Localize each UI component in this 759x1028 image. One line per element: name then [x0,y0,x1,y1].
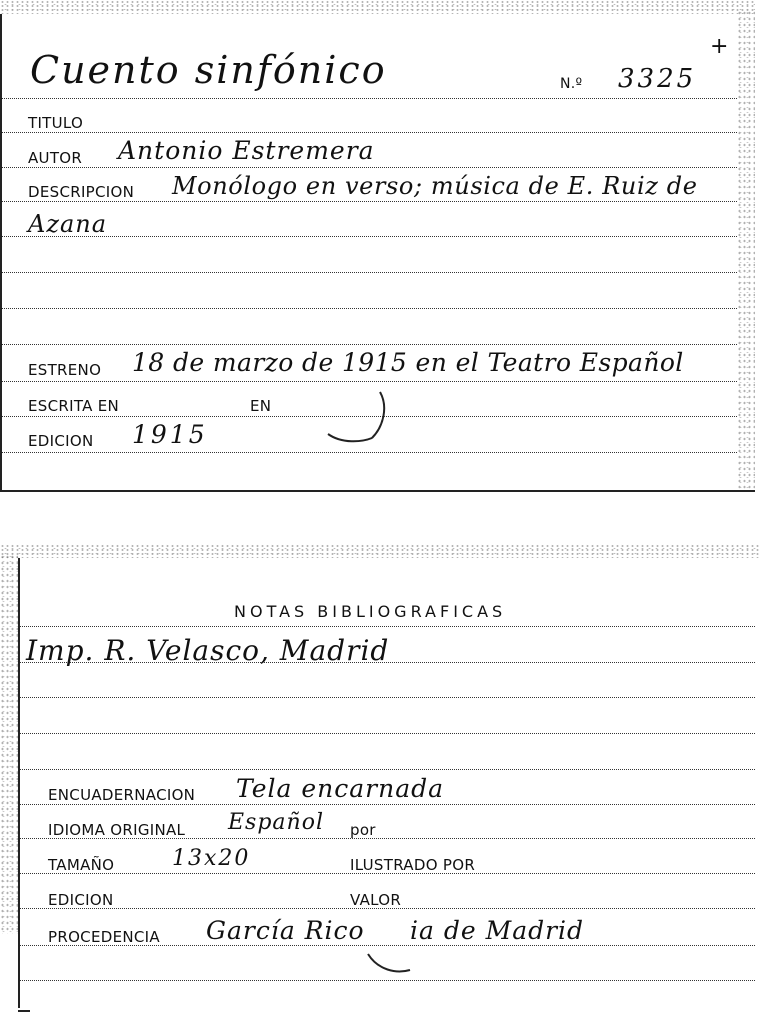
estreno-label: ESTRENO [28,361,102,379]
punch-hole-mark [322,386,388,444]
ilustrado-por-label: ILUSTRADO POR [350,856,476,874]
number-mark: + [710,34,729,59]
number-value: 3325 [618,64,697,94]
ruled-line [2,381,737,382]
autor-label: AUTOR [28,149,83,167]
en-label: EN [250,397,272,415]
title-handwritten: Cuento sinfónico [30,48,387,92]
ruled-line [2,98,737,99]
ruled-line [2,132,737,133]
edicion-label: EDICION [28,432,94,450]
ruled-line [2,344,737,345]
notas-bibliograficas-heading: NOTAS BIBLIOGRAFICAS [234,602,507,621]
ruled-line [2,272,737,273]
scan-edge-right [737,10,755,490]
ruled-line [2,452,737,453]
titulo-label: TITULO [28,114,84,132]
encuadernacion-label: ENCUADERNACION [48,786,196,804]
ruled-line [2,201,737,202]
descripcion-value-line1: Monólogo en verso; música de E. Ruiz de [172,172,698,200]
idioma-original-value: Español [228,810,324,835]
estreno-value: 18 de marzo de 1915 en el Teatro Español [132,348,684,377]
edicion-label: EDICION [48,891,114,909]
ruled-line [20,626,755,627]
escrita-en-label: ESCRITA EN [28,397,120,415]
encuadernacion-value: Tela encarnada [236,774,445,803]
procedencia-value-part2: ia de Madrid [410,916,585,945]
scan-edge-top [0,0,755,14]
ruled-line [20,980,755,981]
ruled-line [2,167,737,168]
card-border-bottom [0,490,755,492]
ruled-line [2,236,737,237]
por-label: por [350,821,376,839]
edicion-value: 1915 [132,420,208,449]
valor-label: VALOR [350,891,402,909]
notes-value: Imp. R. Velasco, Madrid [26,634,390,667]
procedencia-value-part1: García Rico [206,916,365,945]
tamano-value: 13x20 [172,846,251,871]
descripcion-label: DESCRIPCION [28,183,135,201]
card-border-bottom-fragment [18,1010,30,1012]
procedencia-label: PROCEDENCIA [48,928,160,946]
tamano-label: TAMAÑO [48,856,115,874]
catalog-card-top [0,0,755,494]
idioma-original-label: IDIOMA ORIGINAL [48,821,186,839]
ruled-line [20,733,755,734]
ruled-line [20,804,755,805]
ruled-line [2,308,737,309]
number-label: N.º [560,76,583,92]
scan-edge-left [0,554,18,934]
ruled-line [20,697,755,698]
descripcion-value-line2: Azana [28,210,108,238]
catalog-card-bottom [0,544,759,1028]
autor-value: Antonio Estremera [118,136,375,165]
scan-edge-top [0,544,759,558]
card-border-left [0,14,2,490]
punch-hole-mark [364,944,416,976]
ruled-line [20,769,755,770]
